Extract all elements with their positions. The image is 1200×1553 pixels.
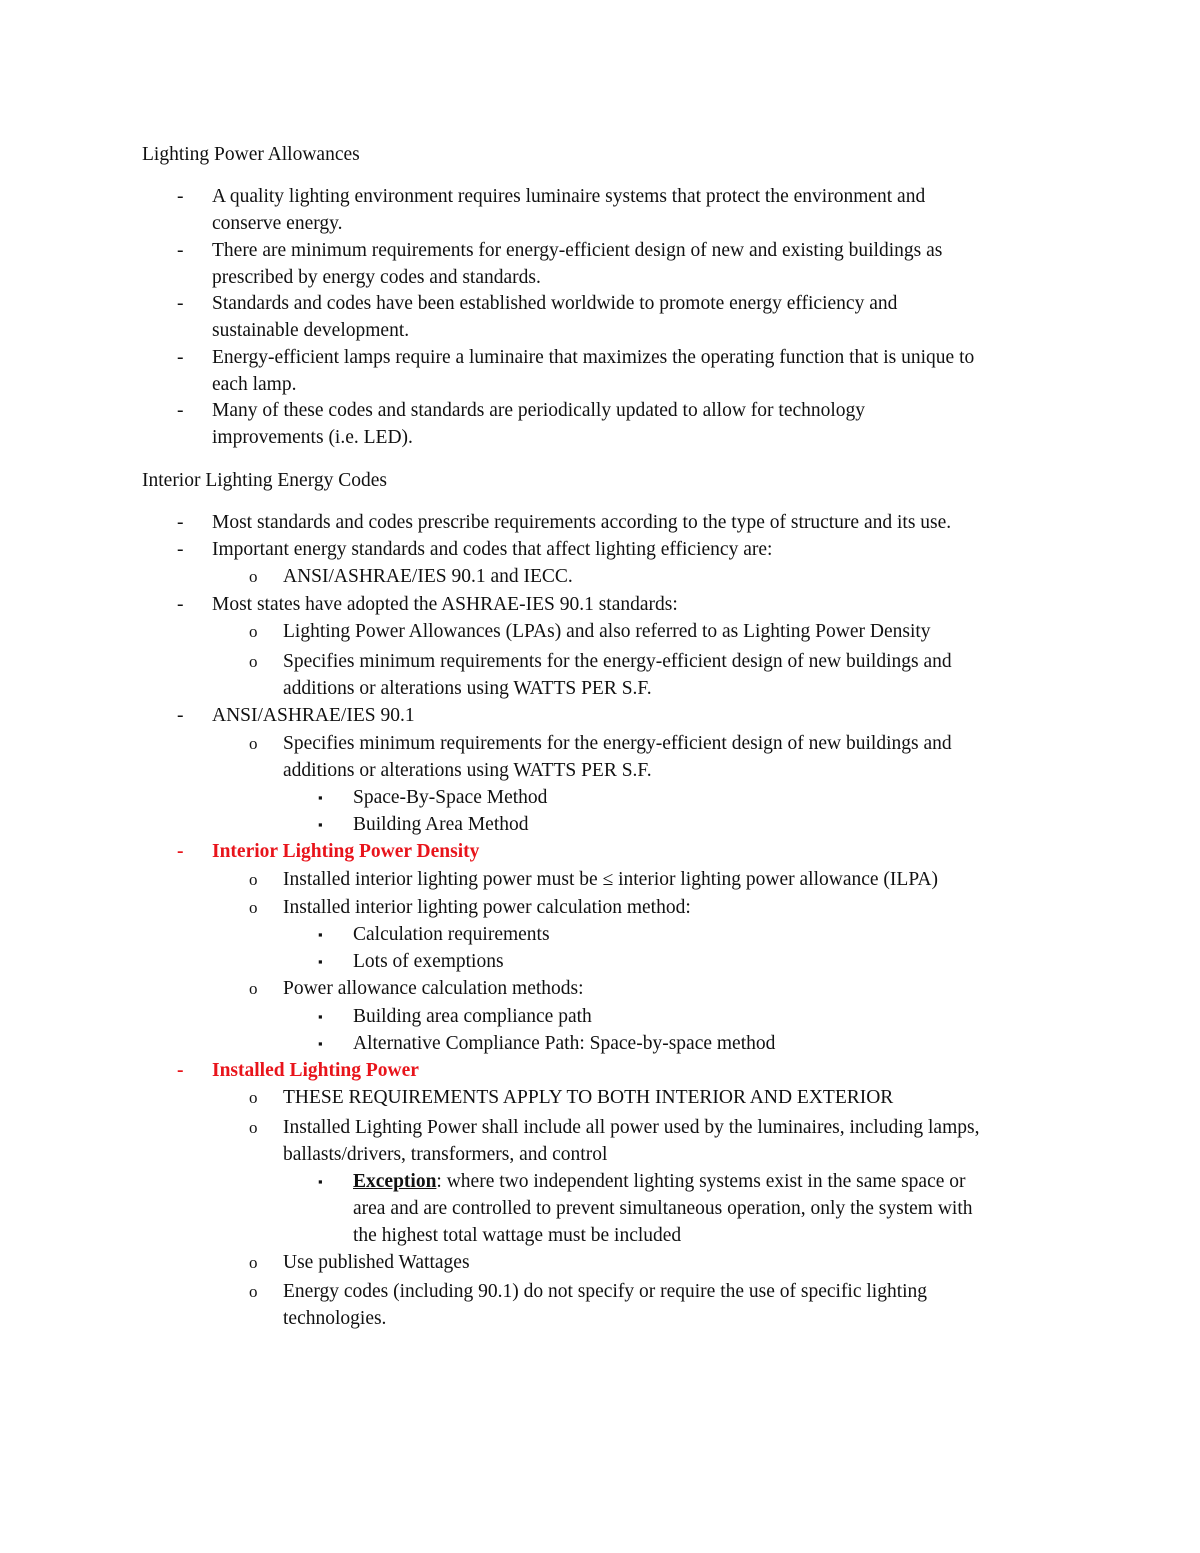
list-item-text: A quality lighting environment requires luminaire systems that protect the environment and [212,186,926,207]
square-bullet: ▪ [318,954,323,969]
list-item-text: Installed interior lighting power must be ≤ interior lighting power allowance (ILPA) [283,869,938,890]
square-bullet: ▪ [318,1036,323,1051]
dash-bullet: - [177,186,184,207]
list-item-text: Important energy standards and codes that affect lighting efficiency are: [212,539,773,560]
list-item-text: Many of these codes and standards are periodically updated to allow for technology [212,400,866,421]
square-bullet: ▪ [318,1174,323,1189]
list-item-text: Energy-efficient lamps require a luminaire that maximizes the operating function that is unique to [212,347,975,368]
section-heading-lighting-power-allowances: Lighting Power Allowances [142,144,360,165]
square-bullet: ▪ [318,1009,323,1024]
list-item-text: ANSI/ASHRAE/IES 90.1 and IECC. [283,566,573,587]
dash-bullet: - [177,841,184,862]
list-item-text: Power allowance calculation methods: [283,978,584,999]
list-item-text: ballasts/drivers, transformers, and control [283,1144,608,1165]
list-item-text: There are minimum requirements for energy-efficient design of new and existing buildings as [212,240,943,261]
square-bullet: ▪ [318,927,323,942]
list-item-text: Calculation requirements [353,924,550,945]
list-item-text: Building area compliance path [353,1006,592,1027]
list-item-text: Lighting Power Allowances (LPAs) and also referred to as Lighting Power Density [283,621,931,642]
list-item-text: Specifies minimum requirements for the energy-efficient design of new buildings and [283,733,952,754]
dash-bullet: - [177,240,184,261]
list-item-text: Standards and codes have been established worldwide to promote energy efficiency and [212,293,898,314]
list-item-text: Space-By-Space Method [353,787,548,808]
list-item-text: the highest total wattage must be included [353,1225,682,1246]
exception-label: Exception [353,1171,437,1192]
list-item-text: Most states have adopted the ASHRAE-IES 90.1 standards: [212,594,678,615]
list-item-text: Lots of exemptions [353,951,504,972]
section-heading-interior-lighting-energy-codes: Interior Lighting Energy Codes [142,470,387,491]
circle-bullet: o [249,1253,258,1272]
list-item-text: Most standards and codes prescribe requirements according to the type of structure and its use. [212,512,952,533]
list-item-text: additions or alterations using WATTS PER S.F. [283,760,652,781]
list-item-text: ANSI/ASHRAE/IES 90.1 [212,705,415,726]
list-item-text: each lamp. [212,374,297,395]
list-item-text: Specifies minimum requirements for the energy-efficient design of new buildings and [283,651,952,672]
list-item-text: additions or alterations using WATTS PER S.F. [283,678,652,699]
list-item-text: Use published Wattages [283,1252,470,1273]
exception-line [353,1168,966,1195]
circle-bullet: o [249,1088,258,1107]
circle-bullet: o [249,1282,258,1301]
dash-bullet: - [177,512,184,533]
dash-bullet: - [177,539,184,560]
circle-bullet: o [249,622,258,641]
exception-text: : where two independent lighting systems exist in the same space or [436,1171,966,1192]
dash-bullet: - [177,400,184,421]
dash-bullet: - [177,705,184,726]
dash-bullet: - [177,347,184,368]
list-item-text: conserve energy. [212,213,343,234]
square-bullet: ▪ [318,790,323,805]
circle-bullet: o [249,870,258,889]
list-item-text: technologies. [283,1308,387,1329]
highlighted-item-interior-lighting-power-density: Interior Lighting Power Density [212,841,480,862]
list-item-text: area and are controlled to prevent simultaneous operation, only the system with [353,1198,973,1219]
highlighted-item-installed-lighting-power: Installed Lighting Power [212,1060,419,1081]
dash-bullet: - [177,594,184,615]
list-item-text: Building Area Method [353,814,529,835]
dash-bullet: - [177,293,184,314]
square-bullet: ▪ [318,817,323,832]
list-item-text: Installed Lighting Power shall include all power used by the luminaires, including lamps, [283,1117,980,1138]
circle-bullet: o [249,734,258,753]
circle-bullet: o [249,898,258,917]
list-item-text: Alternative Compliance Path: Space-by-space method [353,1033,776,1054]
circle-bullet: o [249,652,258,671]
list-item-text: sustainable development. [212,320,410,341]
list-item-text: Installed interior lighting power calculation method: [283,897,691,918]
list-item-text: Energy codes (including 90.1) do not specify or require the use of specific lighting [283,1281,928,1302]
list-item-text: prescribed by energy codes and standards. [212,267,541,288]
list-item-text: improvements (i.e. LED). [212,427,413,448]
list-item-text: THESE REQUIREMENTS APPLY TO BOTH INTERIOR AND EXTERIOR [283,1087,894,1108]
circle-bullet: o [249,1118,258,1137]
dash-bullet: - [177,1060,184,1081]
circle-bullet: o [249,979,258,998]
circle-bullet: o [249,567,258,586]
